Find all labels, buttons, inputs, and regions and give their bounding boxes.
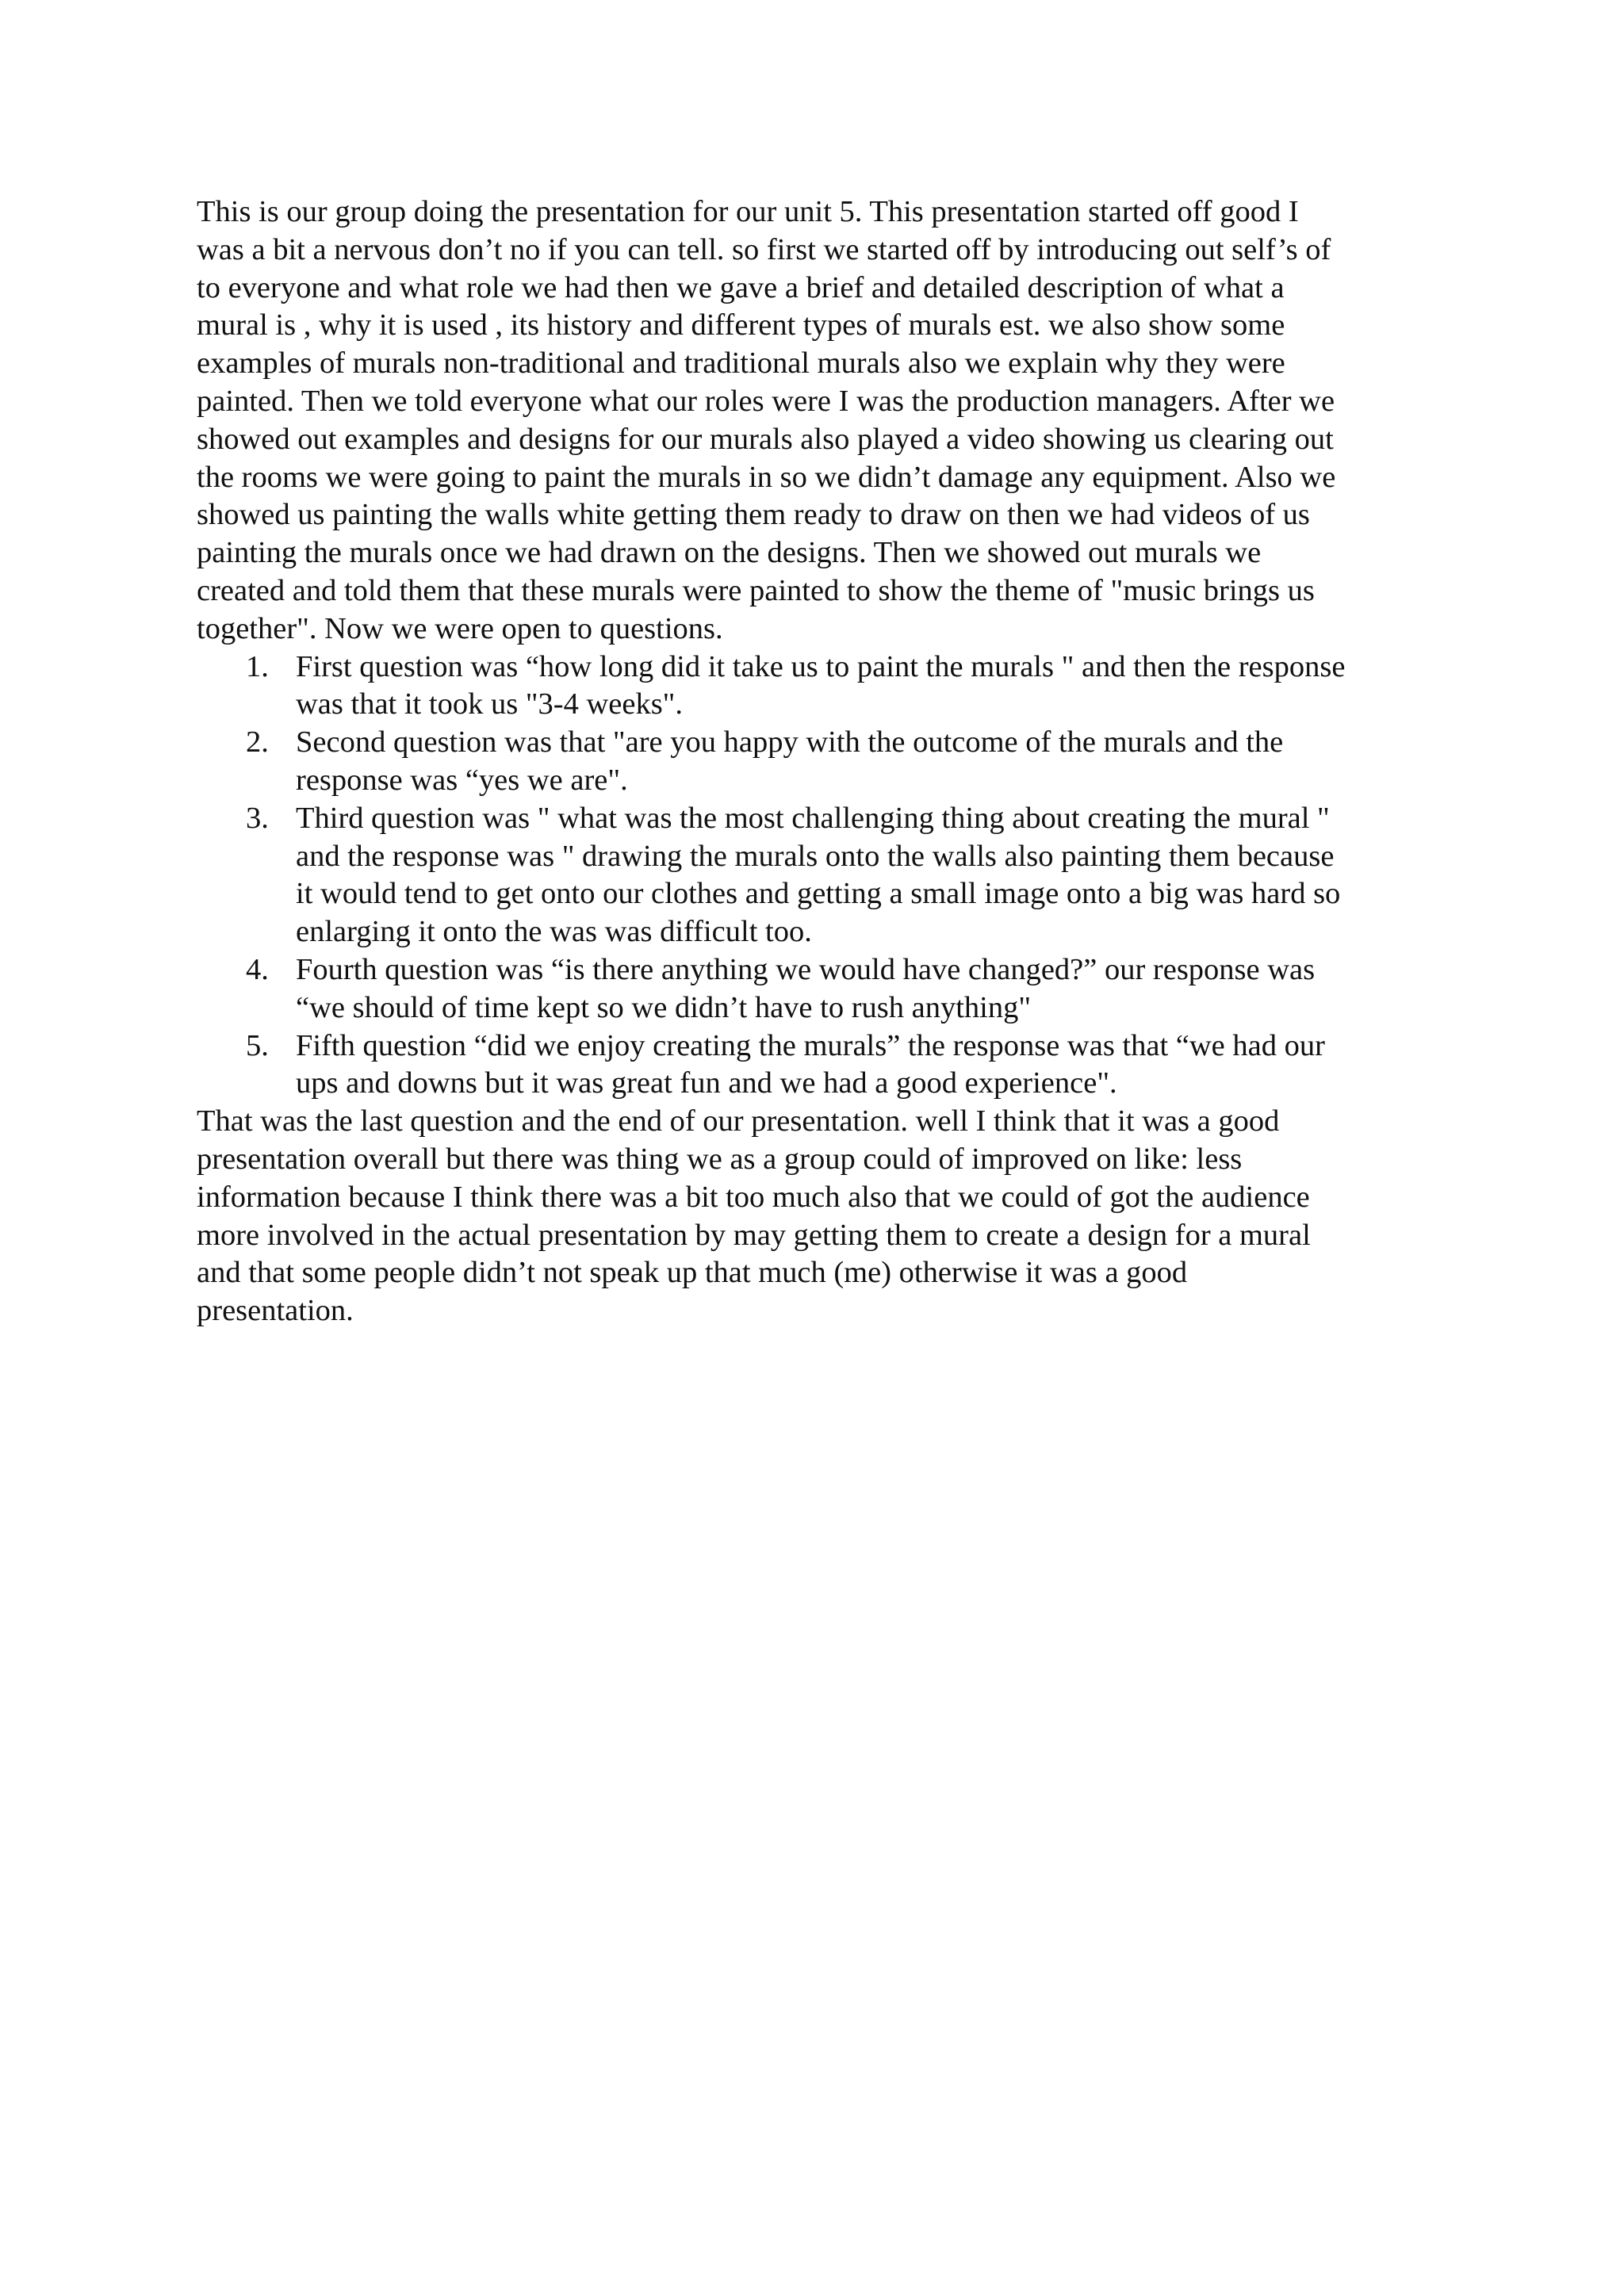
- intro-line: created and told them that these murals were painted to show the theme of "music brings us: [197, 573, 1315, 607]
- intro-paragraph: [197, 193, 1465, 649]
- conclusion-line: more involved in the actual presentation by may getting them to create a design for a mural: [197, 1218, 1311, 1252]
- question-line: First question was “how long did it take us to paint the murals " and then the response: [296, 649, 1346, 683]
- question-line: Fourth question was “is there anything we would have changed?” our response was: [296, 952, 1316, 986]
- conclusion-line: and that some people didn’t not speak up that much (me) otherwise it was a good: [197, 1256, 1188, 1290]
- question-item: [197, 649, 1465, 725]
- question-line: “we should of time kept so we didn’t have to rush anything": [296, 990, 1032, 1024]
- conclusion-line: information because I think there was a bit too much also that we could of got the audience: [197, 1180, 1310, 1214]
- question-item: [197, 951, 1465, 1027]
- intro-line: examples of murals non-traditional and traditional murals also we explain why they were: [197, 346, 1285, 381]
- intro-line: the rooms we were going to paint the murals in so we didn’t damage any equipment. Also we: [197, 460, 1336, 494]
- question-line: was that it took us "3-4 weeks".: [296, 687, 684, 721]
- question-line: response was “yes we are".: [296, 763, 628, 797]
- question-line: and the response was " drawing the murals onto the walls also painting them because: [296, 839, 1335, 873]
- intro-line: painting the murals once we had drawn on the designs. Then we showed out murals we: [197, 536, 1262, 570]
- list-number: 1.: [246, 649, 269, 683]
- list-number: 4.: [246, 952, 269, 986]
- question-line: ups and downs but it was great fun and we had a good experience".: [296, 1066, 1117, 1100]
- question-line: Fifth question “did we enjoy creating the murals” the response was that “we had our: [296, 1028, 1325, 1062]
- intro-line: to everyone and what role we had then we gave a brief and detailed description of what a: [197, 270, 1285, 304]
- conclusion-line: That was the last question and the end of our presentation. well I think that it was a good: [197, 1104, 1280, 1138]
- intro-line: mural is , why it is used , its history and different types of murals est. we also show some: [197, 308, 1285, 342]
- question-item: [197, 1027, 1465, 1104]
- question-line: enlarging it onto the was was difficult too.: [296, 915, 812, 949]
- intro-line: showed us painting the walls white getting them ready to draw on then we had videos of us: [197, 498, 1310, 532]
- question-line: Third question was " what was the most challenging thing about creating the mural ": [296, 801, 1330, 835]
- conclusion-line: presentation.: [197, 1294, 354, 1328]
- intro-line: painted. Then we told everyone what our roles were I was the production managers. After we: [197, 384, 1335, 418]
- question-item: [197, 724, 1465, 800]
- intro-line: showed out examples and designs for our murals also played a video showing us clearing out: [197, 422, 1334, 456]
- question-line: it would tend to get onto our clothes and getting a small image onto a big was hard so: [296, 877, 1341, 911]
- intro-line: This is our group doing the presentation for our unit 5. This presentation started off good I: [197, 195, 1299, 228]
- question-item: [197, 800, 1465, 951]
- document-page: [197, 193, 1465, 1330]
- conclusion-line: presentation overall but there was thing we as a group could of improved on like: less: [197, 1142, 1243, 1176]
- intro-line: together". Now we were open to questions.: [197, 611, 723, 645]
- conclusion-paragraph: [197, 1103, 1465, 1330]
- list-number: 5.: [246, 1028, 269, 1062]
- list-number: 2.: [246, 725, 269, 760]
- questions-list: [197, 649, 1465, 1104]
- question-line: Second question was that "are you happy with the outcome of the murals and the: [296, 725, 1284, 760]
- intro-line: was a bit a nervous don’t no if you can tell. so first we started off by introducing out self’s of: [197, 232, 1331, 266]
- list-number: 3.: [246, 801, 269, 835]
